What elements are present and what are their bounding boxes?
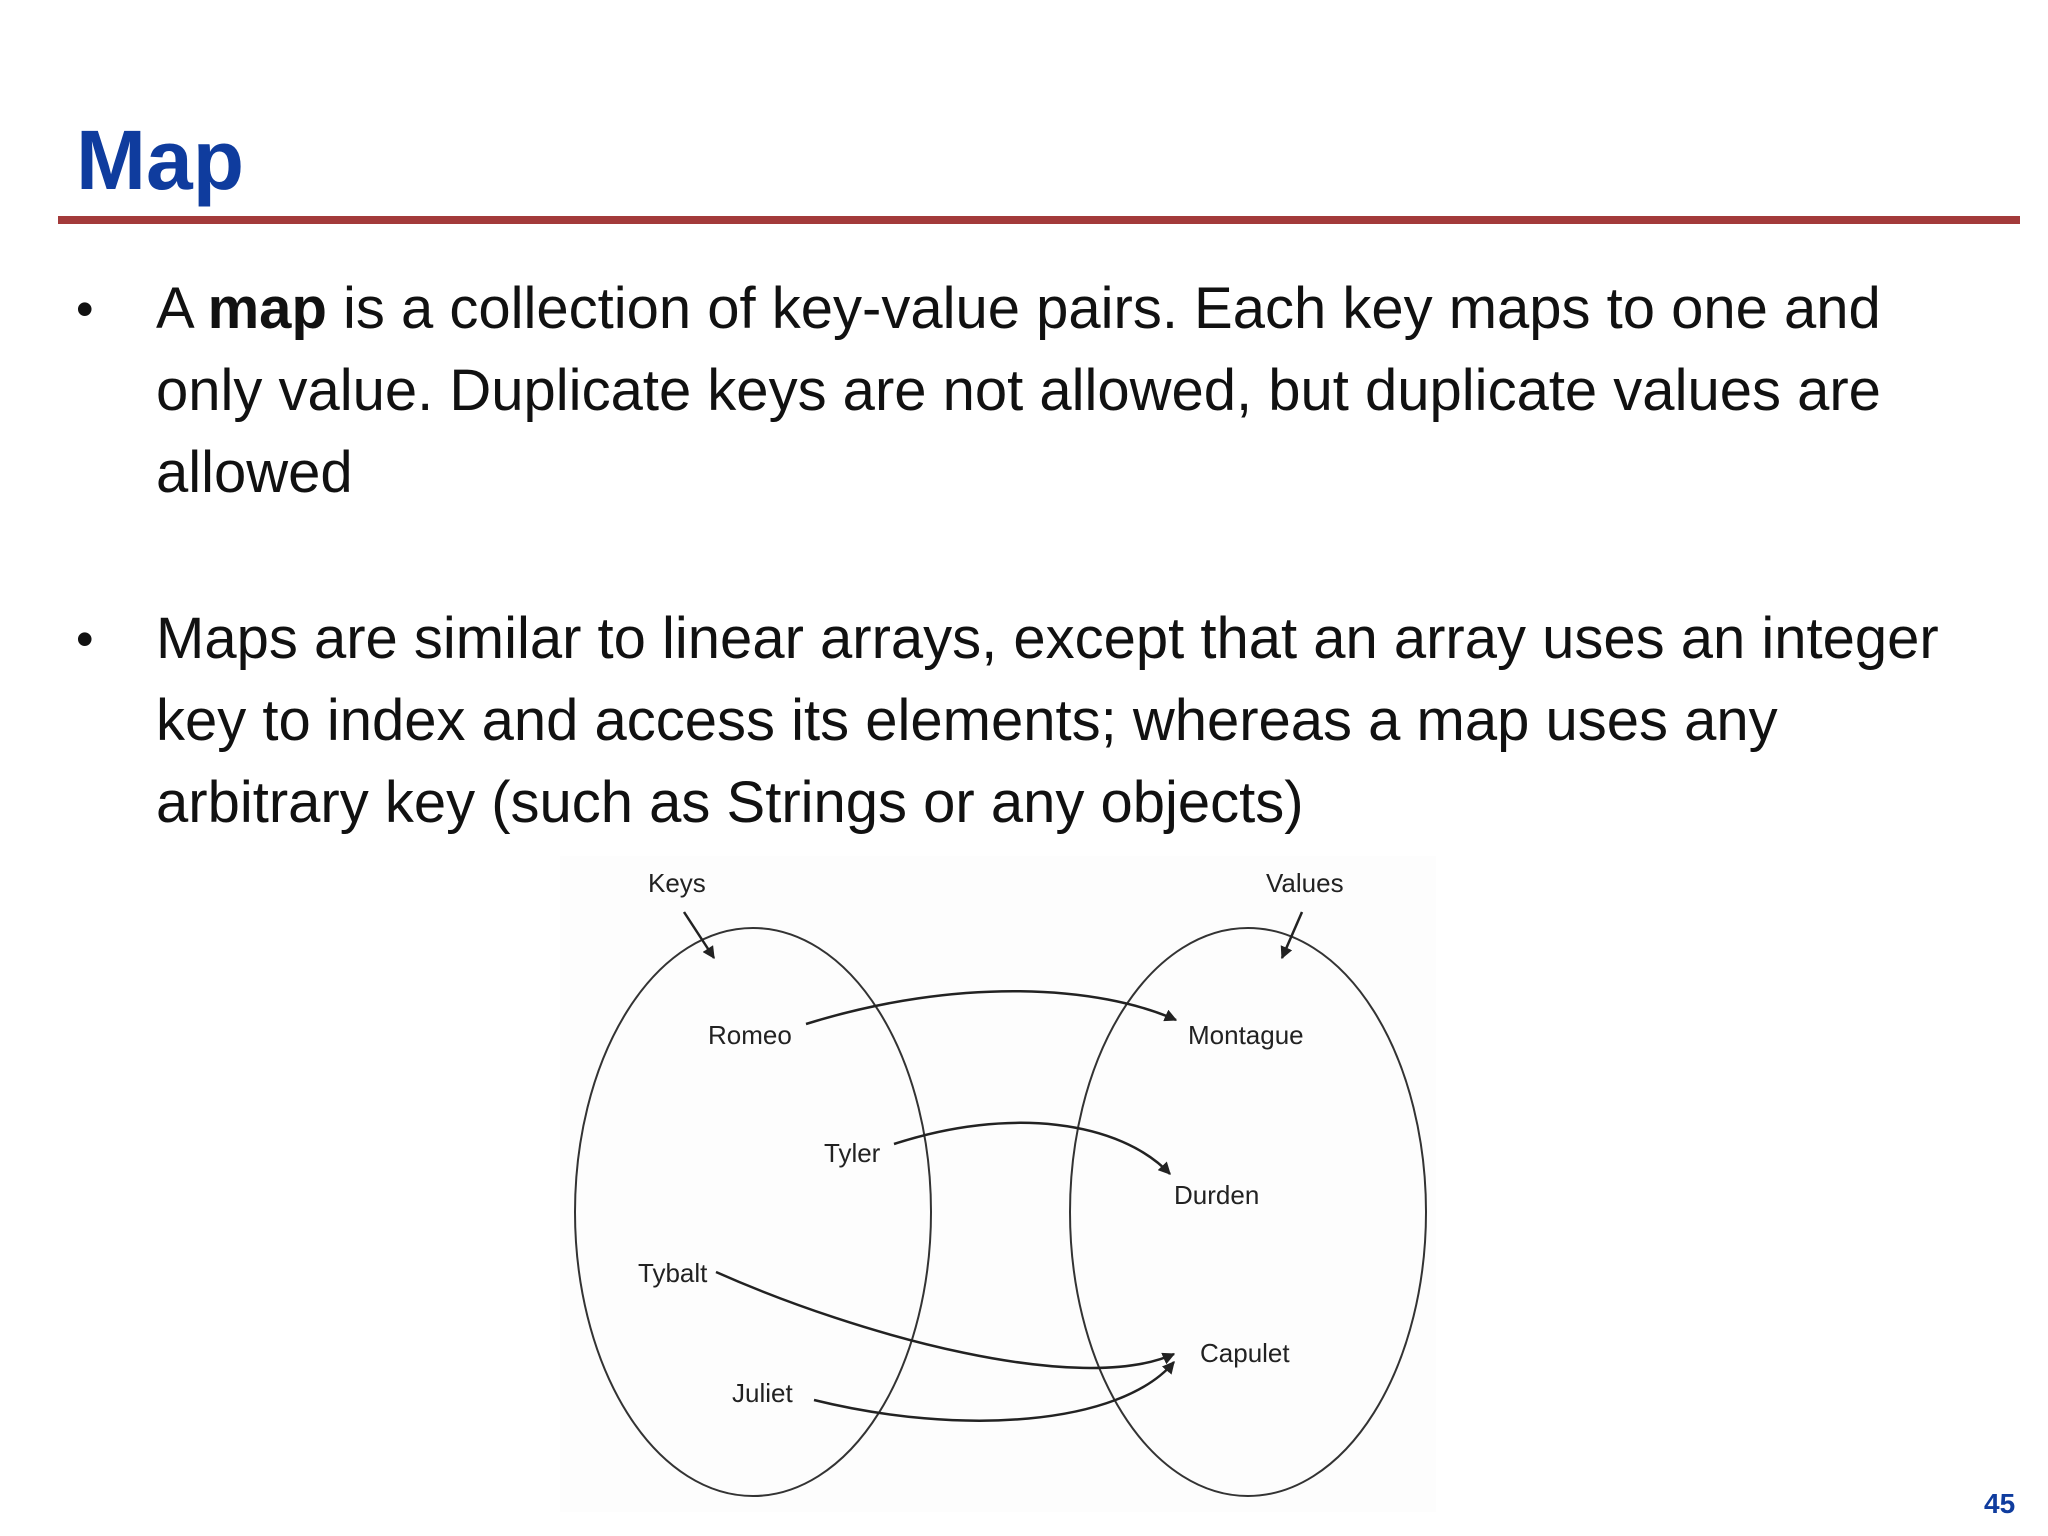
bullet-text: Maps are similar to linear arrays, except that an array uses an integer key to index and access its elements; whereas a map uses any arbitrary key (such as Strings or any objects) bbox=[156, 606, 1939, 835]
value-montague: Montague bbox=[1188, 1020, 1304, 1050]
page-number: 45 bbox=[1984, 1488, 2016, 1519]
bullet-text-rest: is a collection of key-value pairs. Each key maps to one and only value. Duplicate keys are not allowed, but duplicate values are allowed bbox=[156, 276, 1881, 505]
bullet-text-lead: A bbox=[156, 276, 208, 341]
arrow-tybalt-to-capulet bbox=[716, 1272, 1174, 1368]
keys-label-arrow bbox=[684, 912, 714, 958]
key-tybalt: Tybalt bbox=[638, 1258, 708, 1288]
bullet-text bbox=[156, 276, 1881, 505]
key-juliet: Juliet bbox=[732, 1378, 793, 1408]
bold-term-map: map bbox=[207, 276, 327, 341]
bullet-list bbox=[76, 268, 1996, 844]
bullet-item-map-definition bbox=[76, 268, 1996, 514]
arrow-tyler-to-durden bbox=[894, 1123, 1170, 1174]
keys-set-ellipse bbox=[575, 928, 931, 1496]
value-durden: Durden bbox=[1174, 1180, 1260, 1210]
slide-title: Map bbox=[76, 113, 244, 207]
key-tyler: Tyler bbox=[824, 1138, 881, 1168]
values-set-ellipse bbox=[1070, 928, 1426, 1496]
values-label: Values bbox=[1266, 868, 1344, 898]
key-value-diagram bbox=[560, 856, 1436, 1512]
bullet-marker: • bbox=[76, 611, 94, 667]
arrow-romeo-to-montague bbox=[806, 991, 1176, 1024]
keys-label: Keys bbox=[648, 868, 706, 898]
key-romeo: Romeo bbox=[708, 1020, 792, 1050]
value-capulet: Capulet bbox=[1200, 1338, 1290, 1368]
bullet-marker: • bbox=[76, 281, 94, 337]
arrow-juliet-to-capulet bbox=[814, 1362, 1174, 1421]
bullet-item-map-vs-array bbox=[76, 598, 1996, 844]
title-divider bbox=[58, 216, 2020, 224]
